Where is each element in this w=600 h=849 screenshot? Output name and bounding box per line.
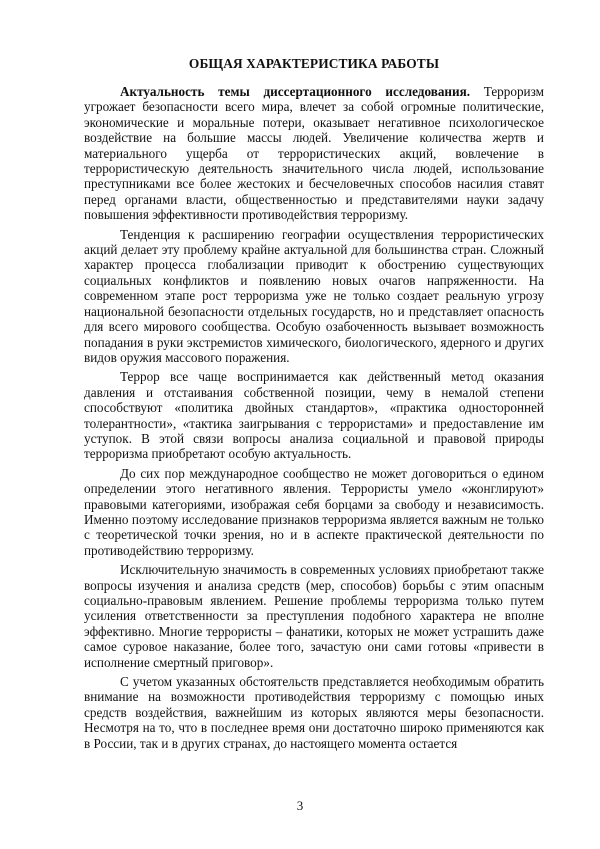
document-page: [84, 50, 544, 755]
paragraph-security-measures: С учетом указанных обстоятельств представляется необходимым обратить внимание на возможности противодействия терроризму с помощью иных средств воздействия, важнейшим из которых являются меры безопасности. Несмотря на то, что в последнее время они достаточно широко применяются как в России, так и в других странах, до настоящего момента остается: [84, 674, 544, 751]
page-number: 3: [296, 798, 304, 813]
paragraph-lead: Актуальность темы диссертационного исследования.: [120, 84, 471, 99]
paragraph-definition: До сих пор международное сообщество не может договориться о едином определении этого негативного явления. Террористы умело «жонглируют» правовыми категориями, изображая себя борцами за свободу и независимость. Именно поэтому исследование признаков терроризма является важным не только с теоретической точки зрения, но и в аспекте практической деятельности по противодействию терроризму.: [84, 465, 544, 558]
section-title: ОБЩАЯ ХАРАКТЕРИСТИКА РАБОТЫ: [188, 56, 440, 71]
paragraph-terror-method: Террор все чаще воспринимается как действенный метод оказания давления и отстаивания собственной позиции, чему в немалой степени способствуют «политика двойных стандартов», «практика односторонней толерантности», «тактика заигрывания с террористами» и предоставление им уступок. В этой связи вопросы анализа социальной и правовой природы терроризма приобретают особую актуальность.: [84, 369, 544, 462]
paragraph-means: Исключительную значимость в современных условиях приобретают также вопросы изучения и анализа средств (мер, способов) борьбы с этим опасным социально-правовым явлением. Решение проблемы терроризма только путем усиления ответственности за преступления подобного характера не вполне эффективно. Многие террористы – фанатики, которых не может устрашить даже самое суровое наказание, более того, зачастую они сами готовы «привести в исполнение смертный приговор».: [84, 562, 544, 670]
paragraph-text: Терроризм угрожает безопасности всего мира, влечет за собой огромные политические, экономические и моральные потери, оказывает негативное психологическое воздействие на большие массы людей. Увеличение количества жертв и материального ущерба от террористических акций, вовлечение в террористическую деятельность значительного числа людей, использование преступниками все более жестоких и бесчеловечных способов насилия ставят перед органами власти, общественностью и представителями науки задачу повышения эффективности противодействия терроризму.: [84, 84, 544, 223]
paragraph-relevance: [84, 84, 544, 223]
paragraph-geography: Тенденция к расширению географии осуществления террористических акций делает эту проблему крайне актуальной для большинства стран. Сложный характер процесса глобализации приводит к обострению существующих социальных конфликтов и появлению новых очагов напряженности. На современном этапе рост терроризма уже не только создает реальную угрозу национальной безопасности отдельных государств, но и представляет опасность для всего мирового сообщества. Особую озабоченность вызывает возможность попадания в руки экстремистов химического, биологического, ядерного и других видов оружия массового поражения.: [84, 226, 544, 365]
